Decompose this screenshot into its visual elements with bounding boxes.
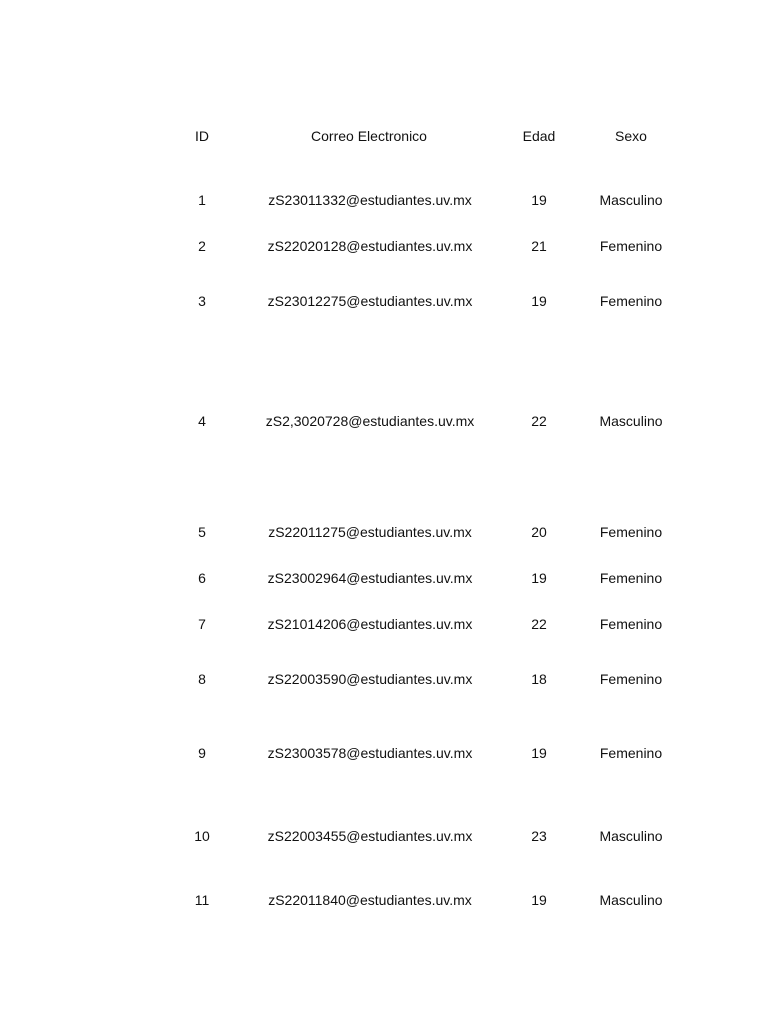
header-age: Edad [522, 128, 556, 144]
cell-id: 11 [194, 892, 210, 908]
cell-id: 7 [198, 616, 206, 632]
cell-email: zS23012275@estudiantes.uv.mx [267, 293, 473, 309]
cell-sex: Femenino [599, 238, 663, 254]
cell-id: 6 [198, 570, 206, 586]
cell-email: zS22011275@estudiantes.uv.mx [268, 524, 472, 540]
cell-email: zS21014206@estudiantes.uv.mx [267, 616, 473, 632]
header-sex: Sexo [615, 128, 647, 144]
cell-sex: Femenino [599, 293, 663, 309]
cell-sex: Masculino [599, 892, 663, 908]
header-id: ID [195, 128, 209, 144]
cell-sex: Masculino [599, 192, 663, 208]
cell-id: 4 [198, 413, 206, 429]
cell-sex: Femenino [599, 570, 663, 586]
cell-age: 19 [531, 293, 547, 309]
cell-email: zS22011840@estudiantes.uv.mx [268, 892, 472, 908]
cell-id: 5 [198, 524, 206, 540]
cell-age: 19 [531, 570, 547, 586]
cell-age: 19 [531, 192, 547, 208]
cell-age: 19 [531, 892, 547, 908]
cell-age: 23 [531, 828, 547, 844]
cell-id: 10 [194, 828, 210, 844]
cell-age: 21 [531, 238, 547, 254]
cell-age: 22 [531, 616, 547, 632]
cell-age: 19 [531, 745, 547, 761]
cell-age: 18 [531, 671, 547, 687]
cell-sex: Femenino [599, 745, 663, 761]
cell-email: zS23002964@estudiantes.uv.mx [267, 570, 473, 586]
cell-age: 22 [531, 413, 547, 429]
cell-id: 9 [198, 745, 206, 761]
header-email: Correo Electronico [311, 128, 427, 144]
cell-email: zS22003455@estudiantes.uv.mx [267, 828, 473, 844]
cell-email: zS23011332@estudiantes.uv.mx [268, 192, 472, 208]
cell-email: zS23003578@estudiantes.uv.mx [267, 745, 473, 761]
cell-id: 1 [198, 192, 206, 208]
cell-email: zS22003590@estudiantes.uv.mx [267, 671, 473, 687]
cell-sex: Femenino [599, 671, 663, 687]
cell-email: zS2,3020728@estudiantes.uv.mx [265, 413, 475, 429]
cell-email: zS22020128@estudiantes.uv.mx [267, 238, 473, 254]
cell-age: 20 [531, 524, 547, 540]
cell-id: 2 [198, 238, 206, 254]
cell-id: 3 [198, 293, 206, 309]
cell-sex: Masculino [599, 828, 663, 844]
cell-sex: Femenino [599, 616, 663, 632]
cell-id: 8 [198, 671, 206, 687]
cell-sex: Femenino [599, 524, 663, 540]
cell-sex: Masculino [599, 413, 663, 429]
